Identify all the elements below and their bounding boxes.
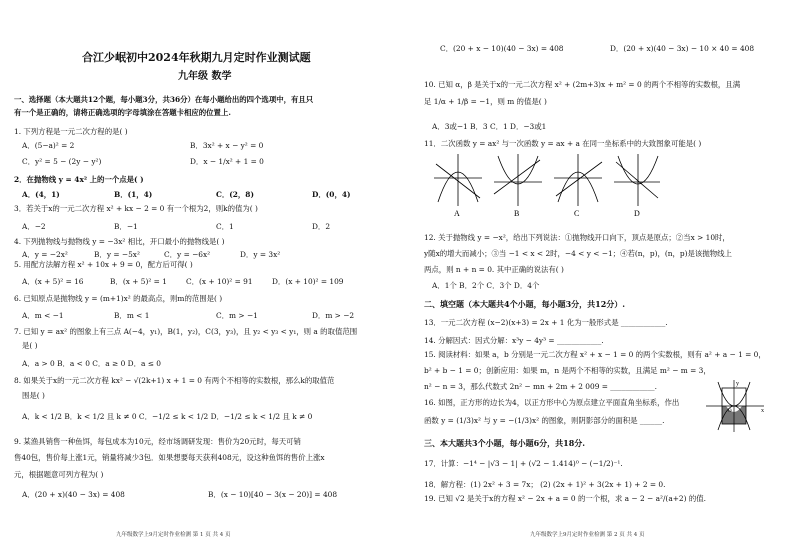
q6-option-b: B．m < 1	[114, 311, 150, 320]
question-16-cont: 函数 y = (1/3)x² 与 y = −(1/3)x² 的图象，则阴影部分的面积是 ______.	[424, 416, 665, 425]
fig-x-label: x	[761, 408, 764, 414]
question-15-cont: b² + b − 1 = 0；创新应用：如果 m，n 是两个不相等的实数，且满足 m² − m = 3，	[424, 366, 711, 375]
q2-option-b: B．(1，4)	[114, 190, 153, 199]
q1-option-a: A．(5−a)² = 2	[22, 141, 75, 150]
question-1: 1. 下列方程是一元二次方程的是( )	[14, 127, 128, 136]
q11-graphs	[432, 152, 662, 218]
page-footer-left: 九年级数学上9月定时作业检测 第 1 页 共 4 页	[116, 532, 231, 538]
question-7-cont: 是( )	[22, 341, 38, 350]
page-footer-right: 九年级数学上9月定时作业检测 第 2 页 共 4 页	[530, 532, 645, 538]
question-16: 16. 如图，正方形的边长为4，以正方形中心为原点建立平面直角坐标系，作出	[424, 398, 680, 407]
q2-option-a: A．(4，1)	[22, 190, 60, 199]
q1-option-c: C．y² = 5 − (2y − y²)	[22, 157, 102, 166]
q9-option-c: C．(20 + x − 10)(40 − 3x) = 408	[440, 44, 564, 53]
q4-option-c: C．y = −6x²	[164, 250, 211, 259]
q1-option-d: D．x − 1/x² + 1 = 0	[190, 157, 264, 166]
q2-option-c: C．(2，8)	[216, 190, 254, 199]
fig-y-label: y	[736, 381, 739, 387]
question-12: 12. 关于抛物线 y = −x²，给出下列说法：①抛物线开口向下，顶点是原点；②当x > 10时，	[424, 233, 730, 242]
q3-option-b: B．−1	[114, 222, 138, 231]
q4-option-d: D．y = 3x²	[240, 250, 281, 259]
section-3-heading: 三、本大题共3个小题，每小题6分，共18分.	[424, 438, 586, 448]
q3-option-c: C．1	[216, 222, 234, 231]
question-15-cont2: n² − n = 3，那么代数式 2n² − mn + 2m + 2 009 = ____________.	[424, 382, 657, 391]
question-7: 7. 已知 y = ax² 的图象上有三点 A(−4，y₁)，B(1，y₂)，C(3，y₃)，且 y₂ < y₃ < y₁，则 a 的取值范围	[14, 327, 358, 336]
q4-option-a: A．y = −2x²	[22, 250, 68, 259]
section-2-heading: 二、填空题（本大题共4个小题，每小题3分，共12分）.	[424, 299, 626, 309]
question-4: 4. 下列抛物线与抛物线 y = −3x² 相比，开口最小的抛物线是( )	[14, 237, 225, 246]
q9-option-b: B．(x − 10)[40 − 3(x − 20)] = 408	[208, 490, 338, 499]
q12-options: A．1个 B．2个 C．3个 D．4个	[432, 281, 540, 290]
question-9: 9. 某渔具销售一种鱼饵，每包成本为10元，经市场调研发现：售价为20元时，每天可销	[14, 437, 301, 446]
question-12-cont2: 两点，则 n + n = 0. 其中正确的说法有( )	[424, 265, 564, 274]
question-10: 10. 已知 α，β 是关于x的一元二次方程 x² + (2m+3)x + m² = 0 的两个不相等的实数根，且满	[424, 80, 741, 89]
q6-option-c: C．m > −1	[216, 311, 258, 320]
question-17: 17．计算：−1⁴ − |√3 − 1| + (√2 − 1.414)⁰ − (−1/2)⁻¹.	[424, 459, 623, 468]
question-11: 11．二次函数 y = ax² 与一次函数 y = ax + a 在同一坐标系中的大致图象可能是( )	[424, 139, 702, 148]
graph-label-d: D	[634, 209, 640, 218]
q9-option-d: D．(20 + x)(40 − 3x) − 10 × 40 = 408	[610, 44, 755, 53]
question-2: 2．在抛物线 y = 4x² 上的一个点是( )	[14, 175, 144, 184]
graph-label-c: C	[574, 209, 580, 218]
q7-options: A．a > 0 B．a < 0 C．a ≥ 0 D．a ≤ 0	[22, 359, 161, 368]
question-9-cont: 售40包，售价每上涨1元，销量将减少3包．如果想要每天获利408元，设这种鱼饵的售价上涨x	[14, 453, 325, 462]
section-1-heading: 一、选择题（本大题共12个题，每小题3分，共36分）在每小题给出的四个选项中，有且只	[14, 95, 314, 104]
question-10-cont: 足 1/α + 1/β = −1，则 m 的值是( )	[424, 97, 547, 106]
q2-option-d: D．(0，4)	[312, 190, 351, 199]
fig-origin-label: O	[728, 409, 732, 414]
q5-option-a: A．(x + 5)² = 16	[22, 277, 84, 286]
question-18: 18．解方程：(1) 2x² + 3 = 7x； (2) (2x + 1)² + 3(2x + 1) + 2 = 0.	[424, 480, 666, 489]
q4-option-b: B．y = −5x²	[94, 250, 140, 259]
question-9-cont2: 元，根据题意可列方程为( )	[14, 470, 104, 479]
question-5: 5. 用配方法解方程 x² + 10x + 9 = 0，配方后可得( )	[14, 260, 193, 269]
section-1-heading-cont: 有一个是正确的，请将正确选项的字母填涂在答题卡相应的位置上.	[14, 108, 231, 117]
q5-option-c: C．(x + 10)² = 91	[186, 277, 253, 286]
page-subtitle: 九年级 数学	[178, 71, 232, 82]
q5-option-d: D．(x + 10)² = 109	[272, 277, 344, 286]
question-12-cont: y随x的增大而减小；③当 −1 < x < 2时，−4 < y < −1；④若(n，p)，(n，p)是该抛物线上	[424, 249, 732, 258]
question-6: 6. 已知原点是抛物线 y = (m+1)x² 的最高点，则m的范围是( )	[14, 294, 223, 303]
graph-label-a: A	[454, 209, 460, 218]
q3-option-a: A．−2	[22, 222, 46, 231]
question-8-cont: 围是( )	[22, 391, 45, 400]
q1-option-b: B．3x² + x − y² = 0	[190, 141, 264, 150]
q16-figure	[704, 378, 768, 434]
q6-option-a: A．m < −1	[22, 311, 64, 320]
q3-option-d: D．2	[312, 222, 331, 231]
q8-options: A．k < 1/2 B．k < 1/2 且 k ≠ 0 C．−1/2 ≤ k < 1/2 D．−1/2 ≤ k < 1/2 且 k ≠ 0	[22, 412, 313, 421]
question-13: 13．一元二次方程 (x−2)(x+3) = 2x + 1 化为一般形式是 ____________.	[424, 318, 668, 327]
page-title: 合江少岷初中2024年秋期九月定时作业测试题	[82, 51, 311, 64]
question-19: 19. 已知 √2 是关于x的方程 x² − 2x + a = 0 的一个根，求 a − 2 − a²/(a+2) 的值.	[424, 494, 706, 503]
question-8: 8. 如果关于x的一元二次方程 kx² − √(2k+1) x + 1 = 0 有两个不相等的实数根，那么k的取值范	[14, 376, 335, 385]
question-3: 3．若关于x的一元二次方程 x² + kx − 2 = 0 有一个根为2，则k的值为( )	[14, 204, 258, 213]
q10-options: A．3或−1 B．3 C．1 D．−3或1	[432, 122, 547, 131]
question-15: 15. 阅读材料：如果 a，b 分别是一元二次方程 x² + x − 1 = 0 的两个实数根，则有 a² + a − 1 = 0，	[424, 350, 766, 359]
q5-option-b: B．(x + 5)² = 1	[110, 277, 167, 286]
q6-option-d: D．m > −2	[312, 311, 355, 320]
graph-label-b: B	[514, 209, 520, 218]
question-14: 14. 分解因式：因式分解：x³y − 4y³ = ____________.	[424, 336, 604, 345]
q9-option-a: A．(20 + x)(40 − 3x) = 408	[22, 490, 125, 499]
